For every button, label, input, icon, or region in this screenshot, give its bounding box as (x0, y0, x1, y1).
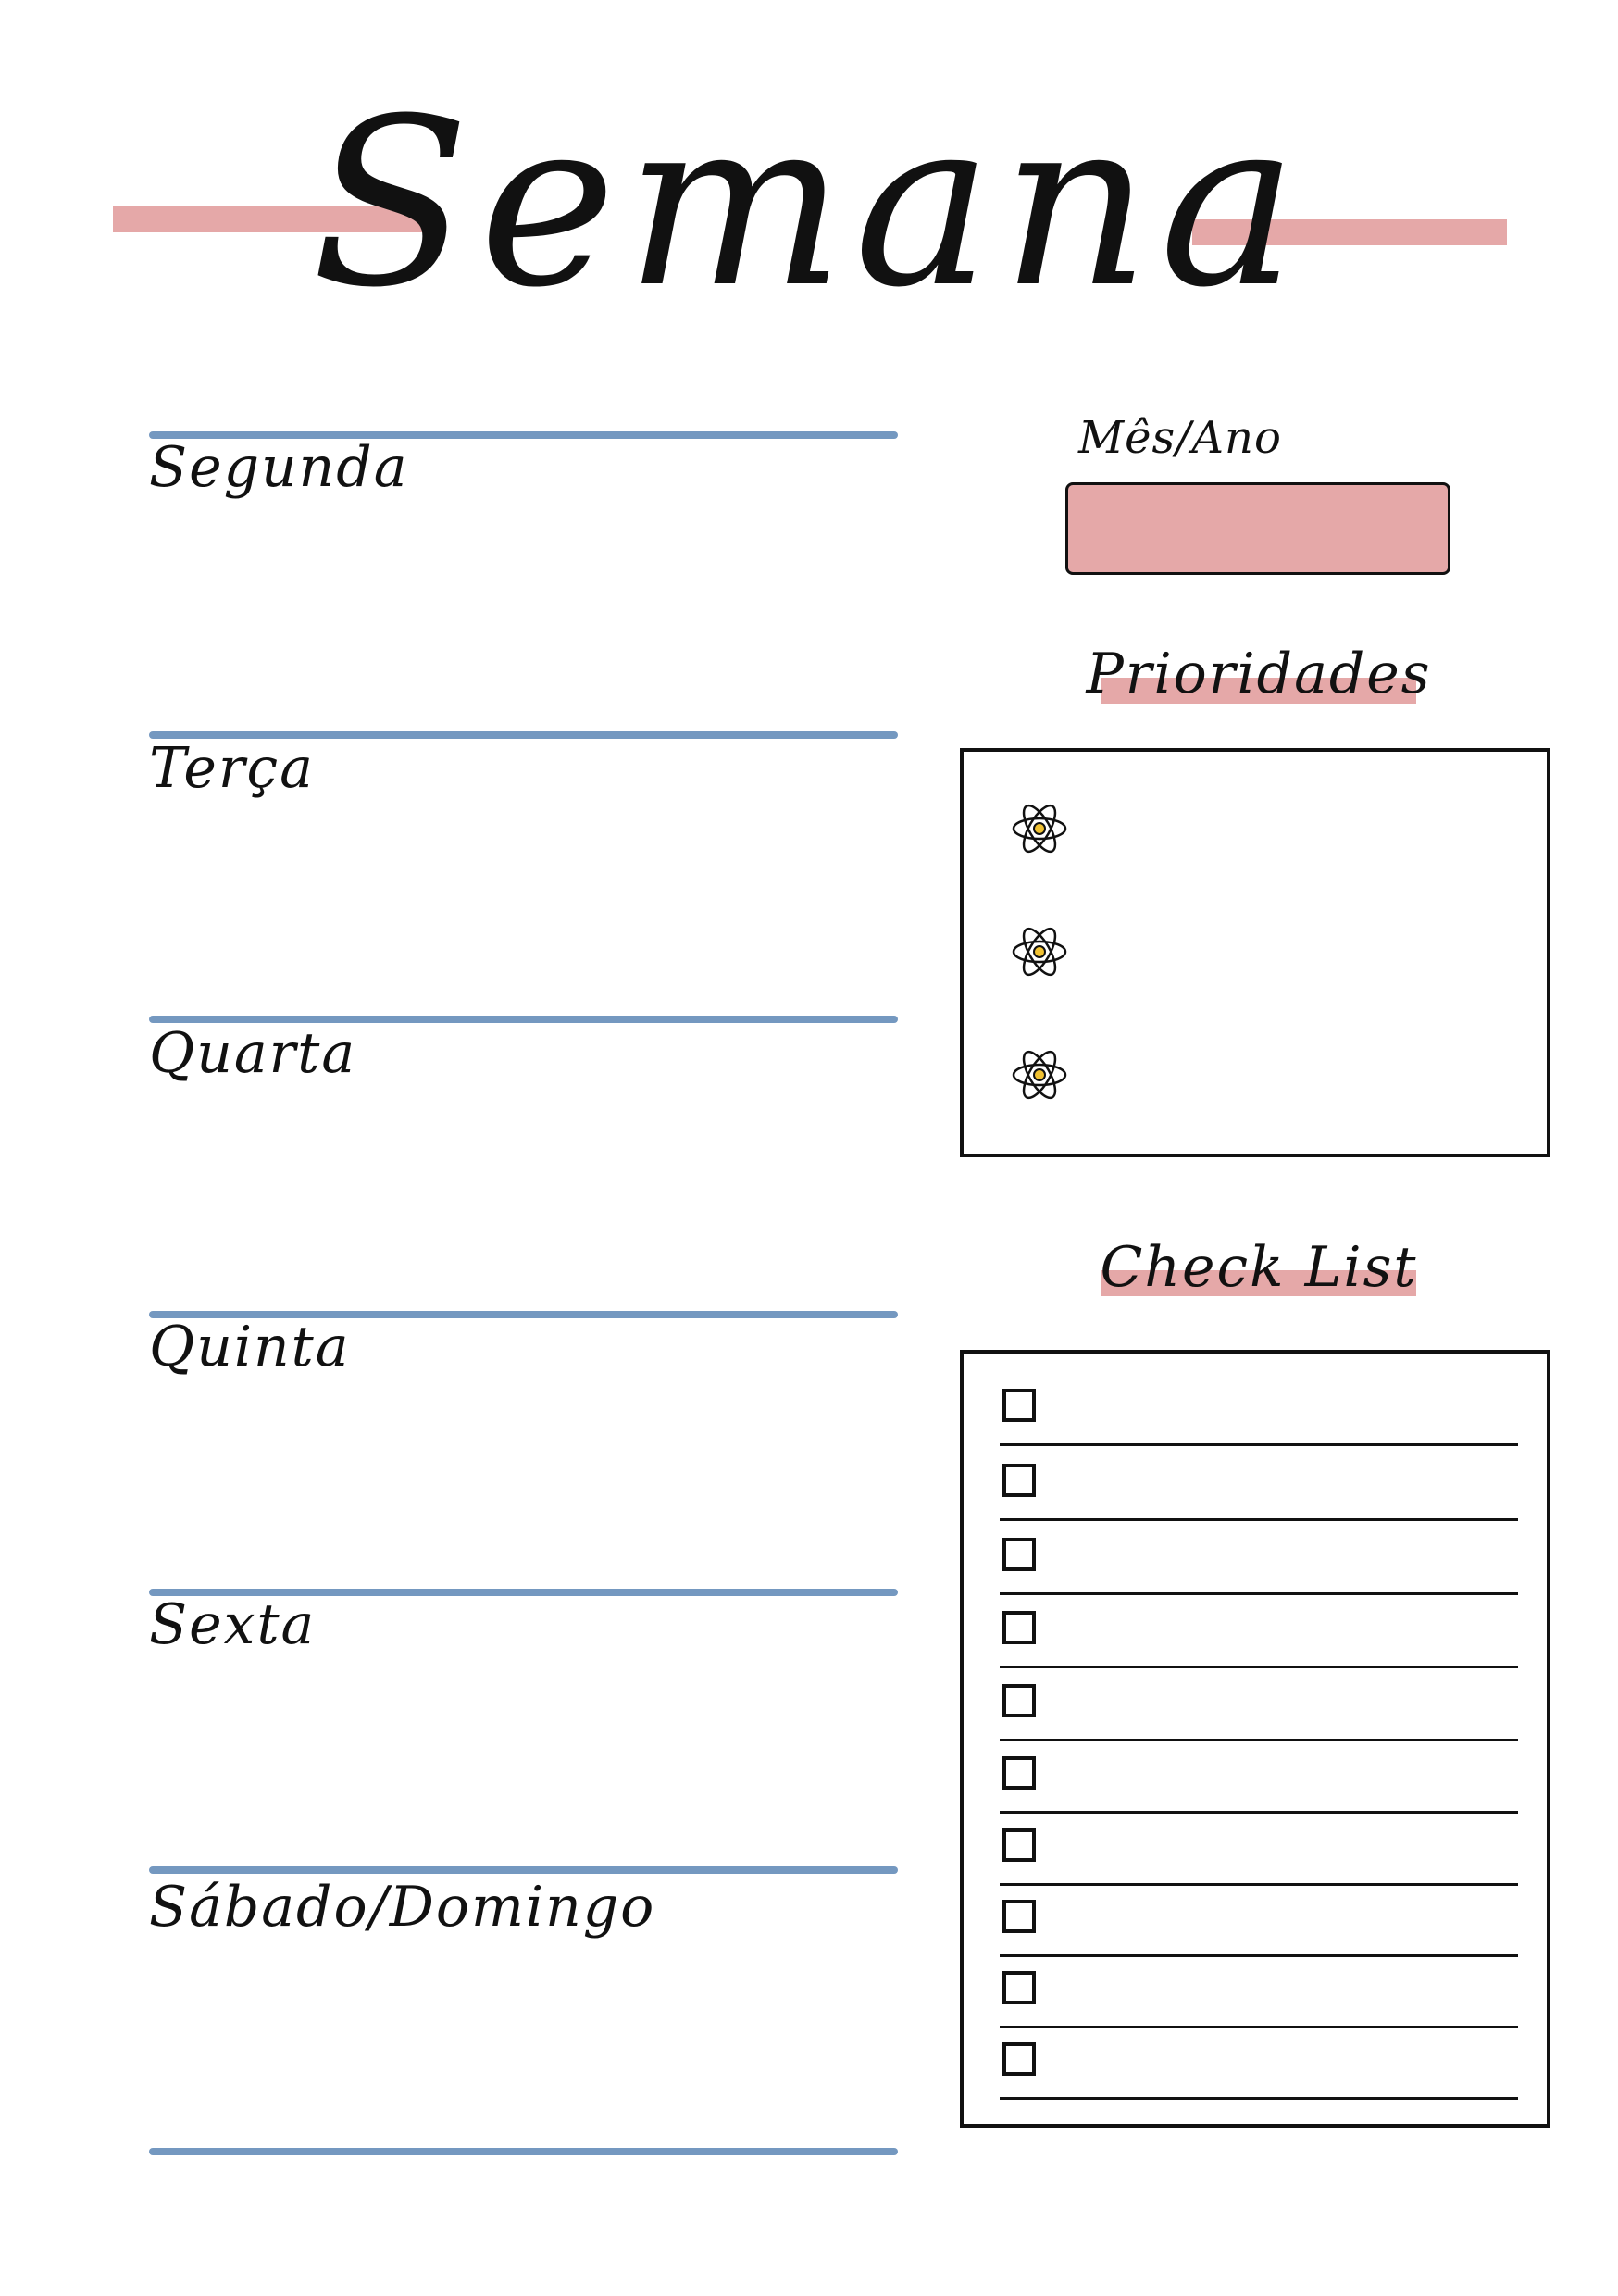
checklist-item (1000, 1740, 1518, 1814)
day-label-segunda: Segunda (149, 435, 409, 500)
checklist-checkbox[interactable] (1002, 1538, 1036, 1571)
atom-icon (1009, 921, 1070, 982)
day-label-sabado-domingo: Sábado/Domingo (149, 1875, 656, 1940)
checklist-checkbox[interactable] (1002, 1900, 1036, 1933)
atom-icon (1009, 798, 1070, 859)
day-divider (149, 1866, 898, 1874)
checklist-item (1000, 1954, 1518, 2028)
day-area-terca[interactable] (149, 819, 898, 1014)
page-title: Semana (311, 69, 1307, 338)
checklist-line (1000, 1443, 1518, 1446)
day-area-sexta[interactable] (149, 1676, 898, 1861)
checklist-checkbox[interactable] (1002, 1756, 1036, 1790)
checklist-checkbox[interactable] (1002, 1389, 1036, 1422)
checklist-checkbox[interactable] (1002, 2042, 1036, 2076)
month-year-label: Mês/Ano (1078, 412, 1282, 464)
month-year-field[interactable] (1065, 482, 1450, 575)
day-area-segunda[interactable] (149, 518, 898, 727)
day-area-sabado-domingo[interactable] (149, 1958, 898, 2143)
checklist-title: Check List (1100, 1235, 1418, 1300)
day-area-quarta[interactable] (149, 1102, 898, 1305)
day-divider (149, 2148, 898, 2155)
priority-item-text[interactable] (1088, 1044, 1513, 1105)
day-label-quinta: Quinta (149, 1315, 351, 1379)
checklist-item (1000, 1521, 1518, 1595)
day-label-terca: Terça (149, 736, 315, 801)
priority-item-text[interactable] (1088, 921, 1513, 982)
checklist-item (1000, 2026, 1518, 2100)
checklist-item (1000, 1447, 1518, 1521)
checklist-checkbox[interactable] (1002, 1971, 1036, 2004)
checklist-checkbox[interactable] (1002, 1464, 1036, 1497)
atom-icon (1009, 1044, 1070, 1105)
checklist-item (1000, 1372, 1518, 1446)
day-label-quarta: Quarta (149, 1021, 357, 1086)
checklist-checkbox[interactable] (1002, 1828, 1036, 1862)
checklist-line (1000, 2097, 1518, 2100)
priorities-title: Prioridades (1086, 642, 1432, 706)
checklist-item (1000, 1667, 1518, 1741)
checklist-checkbox[interactable] (1002, 1611, 1036, 1644)
checklist-item (1000, 1883, 1518, 1957)
checklist-item (1000, 1594, 1518, 1668)
day-label-sexta: Sexta (149, 1592, 317, 1657)
checklist-item (1000, 1812, 1518, 1886)
day-area-quinta[interactable] (149, 1398, 898, 1583)
checklist-checkbox[interactable] (1002, 1684, 1036, 1717)
priority-item-text[interactable] (1088, 798, 1513, 859)
